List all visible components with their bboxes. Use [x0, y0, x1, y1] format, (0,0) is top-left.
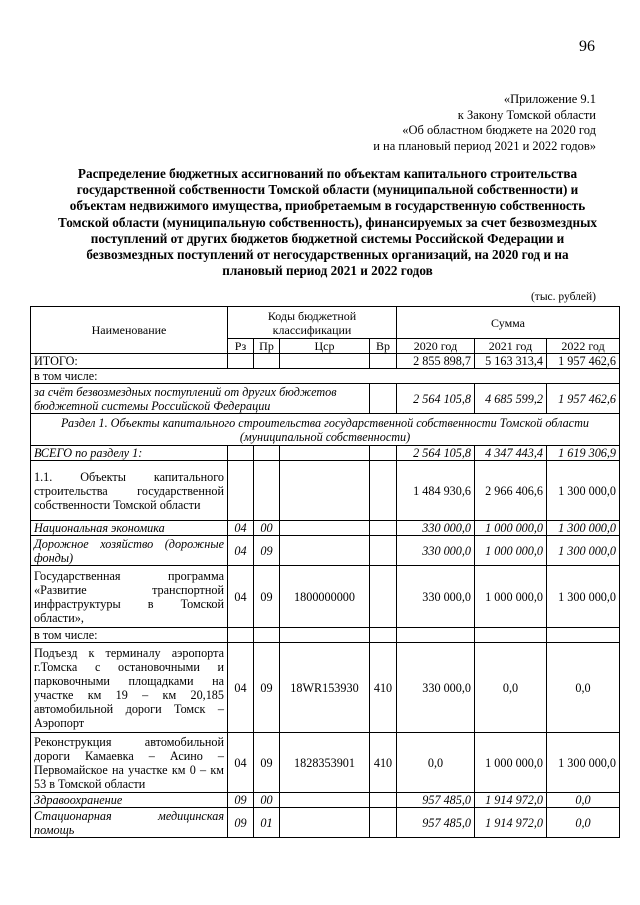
- row-2020: 2 564 105,8: [397, 384, 475, 414]
- row-vr: [370, 384, 397, 414]
- table-row: [31, 384, 620, 414]
- row-vr: [370, 354, 397, 369]
- table-row: [31, 369, 620, 384]
- annex-line-1: «Приложение 9.1: [503, 92, 596, 106]
- row-2020: 0,0: [397, 733, 475, 793]
- row-rz: 09: [228, 808, 254, 838]
- annex-line-2: к Закону Томской области: [457, 107, 596, 122]
- row-csr: 18WR153930: [280, 643, 370, 733]
- row-pr: 00: [254, 793, 280, 808]
- row-rz: [228, 461, 254, 521]
- header-2021: 2021 год: [475, 339, 547, 354]
- row-2021: 2 966 406,6: [475, 461, 547, 521]
- row-rz: 04: [228, 521, 254, 536]
- row-name: 1.1. Объекты капитального строительства государственной собственности Томской области: [31, 461, 228, 521]
- header-rz: Рз: [228, 339, 254, 354]
- row-csr: 1828353901: [280, 733, 370, 793]
- row-2021: 4 685 599,2: [475, 384, 547, 414]
- row-csr: [280, 521, 370, 536]
- row-pr: 09: [254, 566, 280, 628]
- row-pr: [254, 354, 280, 369]
- row-2021: 1 000 000,0: [475, 733, 547, 793]
- units-label: (тыс. рублей): [530, 291, 596, 303]
- row-csr: [280, 536, 370, 566]
- row-2020: 330 000,0: [397, 643, 475, 733]
- row-vr: [370, 461, 397, 521]
- header-vr: Вр: [370, 339, 397, 354]
- row-rz: 04: [228, 536, 254, 566]
- row-2022: 0,0: [547, 793, 620, 808]
- budget-table: [30, 306, 620, 838]
- header-sum: Сумма: [397, 307, 620, 339]
- row-csr: [280, 808, 370, 838]
- row-2020: 330 000,0: [397, 521, 475, 536]
- row-vr: 410: [370, 733, 397, 793]
- row-2020: 2 855 898,7: [397, 354, 475, 369]
- page-number: 96: [579, 38, 595, 55]
- row-rz: [228, 354, 254, 369]
- header-pr: Пр: [254, 339, 280, 354]
- row-vr: 410: [370, 643, 397, 733]
- table-row: [31, 808, 620, 838]
- row-2021: 5 163 313,4: [475, 354, 547, 369]
- row-2020: 330 000,0: [397, 566, 475, 628]
- row-name: за счёт безвозмездных поступлений от других бюджетов бюджетной системы Российской Федерации: [31, 384, 370, 414]
- row-2021: 1 000 000,0: [475, 536, 547, 566]
- row-rz: 04: [228, 733, 254, 793]
- row-2021: 1 000 000,0: [475, 566, 547, 628]
- row-rz: 04: [228, 566, 254, 628]
- row-2021: 4 347 443,4: [475, 446, 547, 461]
- row-pr: 09: [254, 733, 280, 793]
- row-rz: [228, 446, 254, 461]
- row-vr: [370, 446, 397, 461]
- row-2022: 1 957 462,6: [547, 384, 620, 414]
- row-2022: 1 957 462,6: [547, 354, 620, 369]
- header-2022: 2022 год: [547, 339, 620, 354]
- row-2020: 957 485,0: [397, 793, 475, 808]
- row-2020: 1 484 930,6: [397, 461, 475, 521]
- row-2021: 0,0: [475, 643, 547, 733]
- row-2020: 2 564 105,8: [397, 446, 475, 461]
- section-title: Раздел 1. Объекты капитального строительства государственной собственности Томской области (муниципальной собственности): [31, 414, 620, 446]
- row-name: Государственная программа «Развитие транспортной инфраструктуры в Томской области»,: [31, 566, 228, 628]
- row-2022: 0,0: [547, 643, 620, 733]
- header-name: Наименование: [31, 307, 228, 354]
- row-2022: 1 300 000,0: [547, 521, 620, 536]
- row-rz: 04: [228, 643, 254, 733]
- row-2020: 330 000,0: [397, 536, 475, 566]
- annex-header: [336, 92, 596, 154]
- row-name: Стационарная медицинская помощь: [31, 808, 228, 838]
- row-csr: [280, 461, 370, 521]
- row-name: в том числе:: [31, 369, 620, 384]
- header-csr: Цср: [280, 339, 370, 354]
- document-title: Распределение бюджетных ассигнований по объектам капитального строительства государственной собственности Томской области (муниципальной собственности) и объектам недвижимого имущества, приобретаемым в государственную собственность Томской области (муниципальную собственность), финансируемых за счет безвозмездных поступлений от других бюджетов бюджетной системы Российской Федерации и безвозмездных поступлений от негосударственных организаций, на 2020 год и на плановый период 2021 и 2022 годов: [58, 166, 597, 279]
- table-row: [31, 521, 620, 536]
- header-2020: 2020 год: [397, 339, 475, 354]
- table-row: [31, 461, 620, 521]
- row-name: Реконструкция автомобильной дороги Камаевка – Асино – Первомайское на участке км 0 – км 53 в Томской области: [31, 733, 228, 793]
- row-2020: 957 485,0: [397, 808, 475, 838]
- row-vr: [370, 793, 397, 808]
- row-vr: [370, 536, 397, 566]
- row-name: Дорожное хозяйство (дорожные фонды): [31, 536, 228, 566]
- row-2022: 0,0: [547, 808, 620, 838]
- row-csr: [280, 446, 370, 461]
- table-row: [31, 566, 620, 628]
- annex-line-4: и на плановый период 2021 и 2022 годов»: [373, 138, 596, 153]
- row-2021: 1 000 000,0: [475, 521, 547, 536]
- row-2022: 1 300 000,0: [547, 566, 620, 628]
- row-2021: 1 914 972,0: [475, 808, 547, 838]
- row-name: ИТОГО:: [31, 354, 228, 369]
- row-pr: 09: [254, 536, 280, 566]
- row-name: Здравоохранение: [31, 793, 228, 808]
- table-row: [31, 643, 620, 733]
- row-csr: [280, 354, 370, 369]
- row-csr: 1800000000: [280, 566, 370, 628]
- row-name: в том числе:: [31, 628, 228, 643]
- row-pr: [254, 446, 280, 461]
- table-row: [31, 536, 620, 566]
- table-row: [31, 354, 620, 369]
- row-name: Подъезд к терминалу аэропорта г.Томска с остановочными и парковочными площадками на участке км 19 – км 20,185 автомобильной дороги Томск – Аэропорт: [31, 643, 228, 733]
- row-pr: 09: [254, 643, 280, 733]
- table-row: [31, 628, 620, 643]
- row-pr: [254, 461, 280, 521]
- row-2022: 1 300 000,0: [547, 536, 620, 566]
- table-row: [31, 733, 620, 793]
- row-2022: 1 300 000,0: [547, 461, 620, 521]
- row-vr: [370, 808, 397, 838]
- row-name: Национальная экономика: [31, 521, 228, 536]
- row-rz: 09: [228, 793, 254, 808]
- row-2022: 1 300 000,0: [547, 733, 620, 793]
- section-row: [31, 414, 620, 446]
- row-csr: [280, 793, 370, 808]
- row-name: ВСЕГО по разделу 1:: [31, 446, 228, 461]
- row-pr: 00: [254, 521, 280, 536]
- row-vr: [370, 566, 397, 628]
- row-2021: 1 914 972,0: [475, 793, 547, 808]
- row-vr: [370, 521, 397, 536]
- row-2022: 1 619 306,9: [547, 446, 620, 461]
- table-row: [31, 793, 620, 808]
- row-pr: 01: [254, 808, 280, 838]
- header-codes: Коды бюджетной классификации: [228, 307, 397, 339]
- table-row: [31, 446, 620, 461]
- annex-line-3: «Об областном бюджете на 2020 год: [402, 123, 596, 137]
